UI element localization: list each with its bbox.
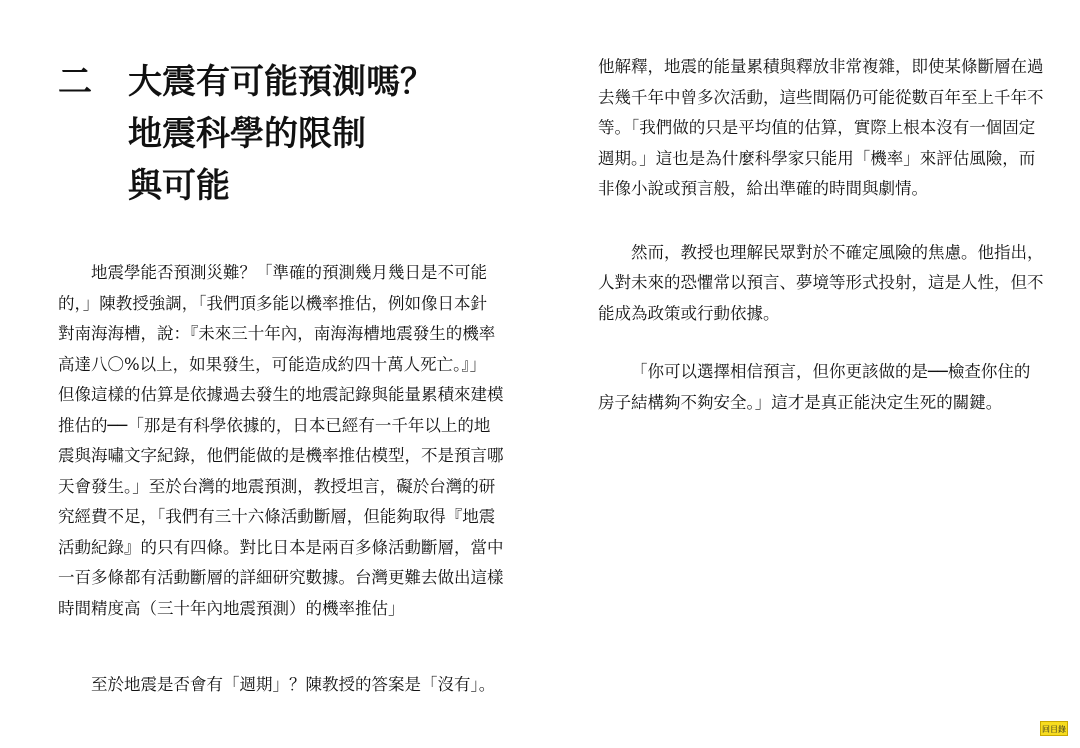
text-line: 震與海嘯文字紀錄，他們能做的是機率推估模型，不是預言哪 xyxy=(58,446,504,465)
section-title-line-3: 與可能 xyxy=(128,166,230,206)
text-line: 去幾千年中曾多次活動，這些間隔仍可能從數百年至上千年不 xyxy=(598,87,1044,107)
text-line: 推估的──「那是有科學依據的，日本已經有一千年以上的地 xyxy=(58,415,491,435)
section-number: 二 xyxy=(58,62,92,102)
text-line: 至於地震是否會有「週期」？陳教授的答案是「沒有」。 xyxy=(91,675,496,694)
text-line: 高達八〇%以上，如果發生，可能造成約四十萬人死亡。』」 xyxy=(58,354,487,374)
left-column xyxy=(58,258,504,701)
paragraph xyxy=(598,238,1044,330)
text-line: 非像小說或預言般，給出準確的時間與劇情。 xyxy=(598,179,928,198)
section-title-line-1: 大震有可能預測嗎？ xyxy=(128,62,434,102)
text-line: 天會發生。」至於台灣的地震預測，教授坦言，礙於台灣的研 xyxy=(58,476,496,496)
text-line: 的，」陳教授強調，「我們頂多能以機率推估，例如像日本針 xyxy=(58,293,487,313)
text-line: 對南海海槽，說：『未來三十年內，南海海槽地震發生的機率 xyxy=(58,324,496,343)
text-line: 能成為政策或行動依據。 xyxy=(598,303,780,323)
paragraph xyxy=(598,52,1044,205)
paragraph xyxy=(58,670,496,701)
text-line: 地震學能否預測災難？「準確的預測幾月幾日是不可能 xyxy=(91,263,487,282)
text-line: 等。「我們做的只是平均值的估算，實際上根本沒有一個固定 xyxy=(598,118,1036,137)
section-title-line-2: 地震科學的限制 xyxy=(128,114,366,154)
text-line: 房子結構夠不夠安全。」這才是真正能決定生死的關鍵。 xyxy=(598,392,1003,412)
paragraph xyxy=(598,357,1031,418)
text-line: 一百多條都有活動斷層的詳細研究數據。台灣更難去做出這樣 xyxy=(58,568,504,587)
text-line: 人對未來的恐懼常以預言、夢境等形式投射，這是人性，但不 xyxy=(598,273,1044,292)
text-line: 究經費不足，「我們有三十六條活動斷層，但能夠取得『地震 xyxy=(58,507,496,526)
paragraph xyxy=(58,258,504,624)
text-line: 然而，教授也理解民眾對於不確定風險的焦慮。他指出， xyxy=(631,242,1044,262)
text-line: 時間精度高（三十年內地震預測）的機率推估」 xyxy=(58,598,405,618)
text-line: 週期。」這也是為什麼科學家只能用「機率」來評估風險，而 xyxy=(598,148,1036,168)
text-line: 但像這樣的估算是依據過去發生的地震記錄與能量累積來建模 xyxy=(58,385,504,404)
right-column xyxy=(598,52,1044,418)
text-line: 活動紀錄』的只有四條。對比日本是兩百多條活動斷層，當中 xyxy=(58,537,504,557)
text-line: 「你可以選擇相信預言，但你更該做的是──檢查你住的 xyxy=(631,362,1031,381)
text-line: 他解釋，地震的能量累積與釋放非常複雜，即使某條斷層在過 xyxy=(598,57,1044,76)
back-to-toc-button[interactable]: 回目錄 xyxy=(1040,721,1068,736)
